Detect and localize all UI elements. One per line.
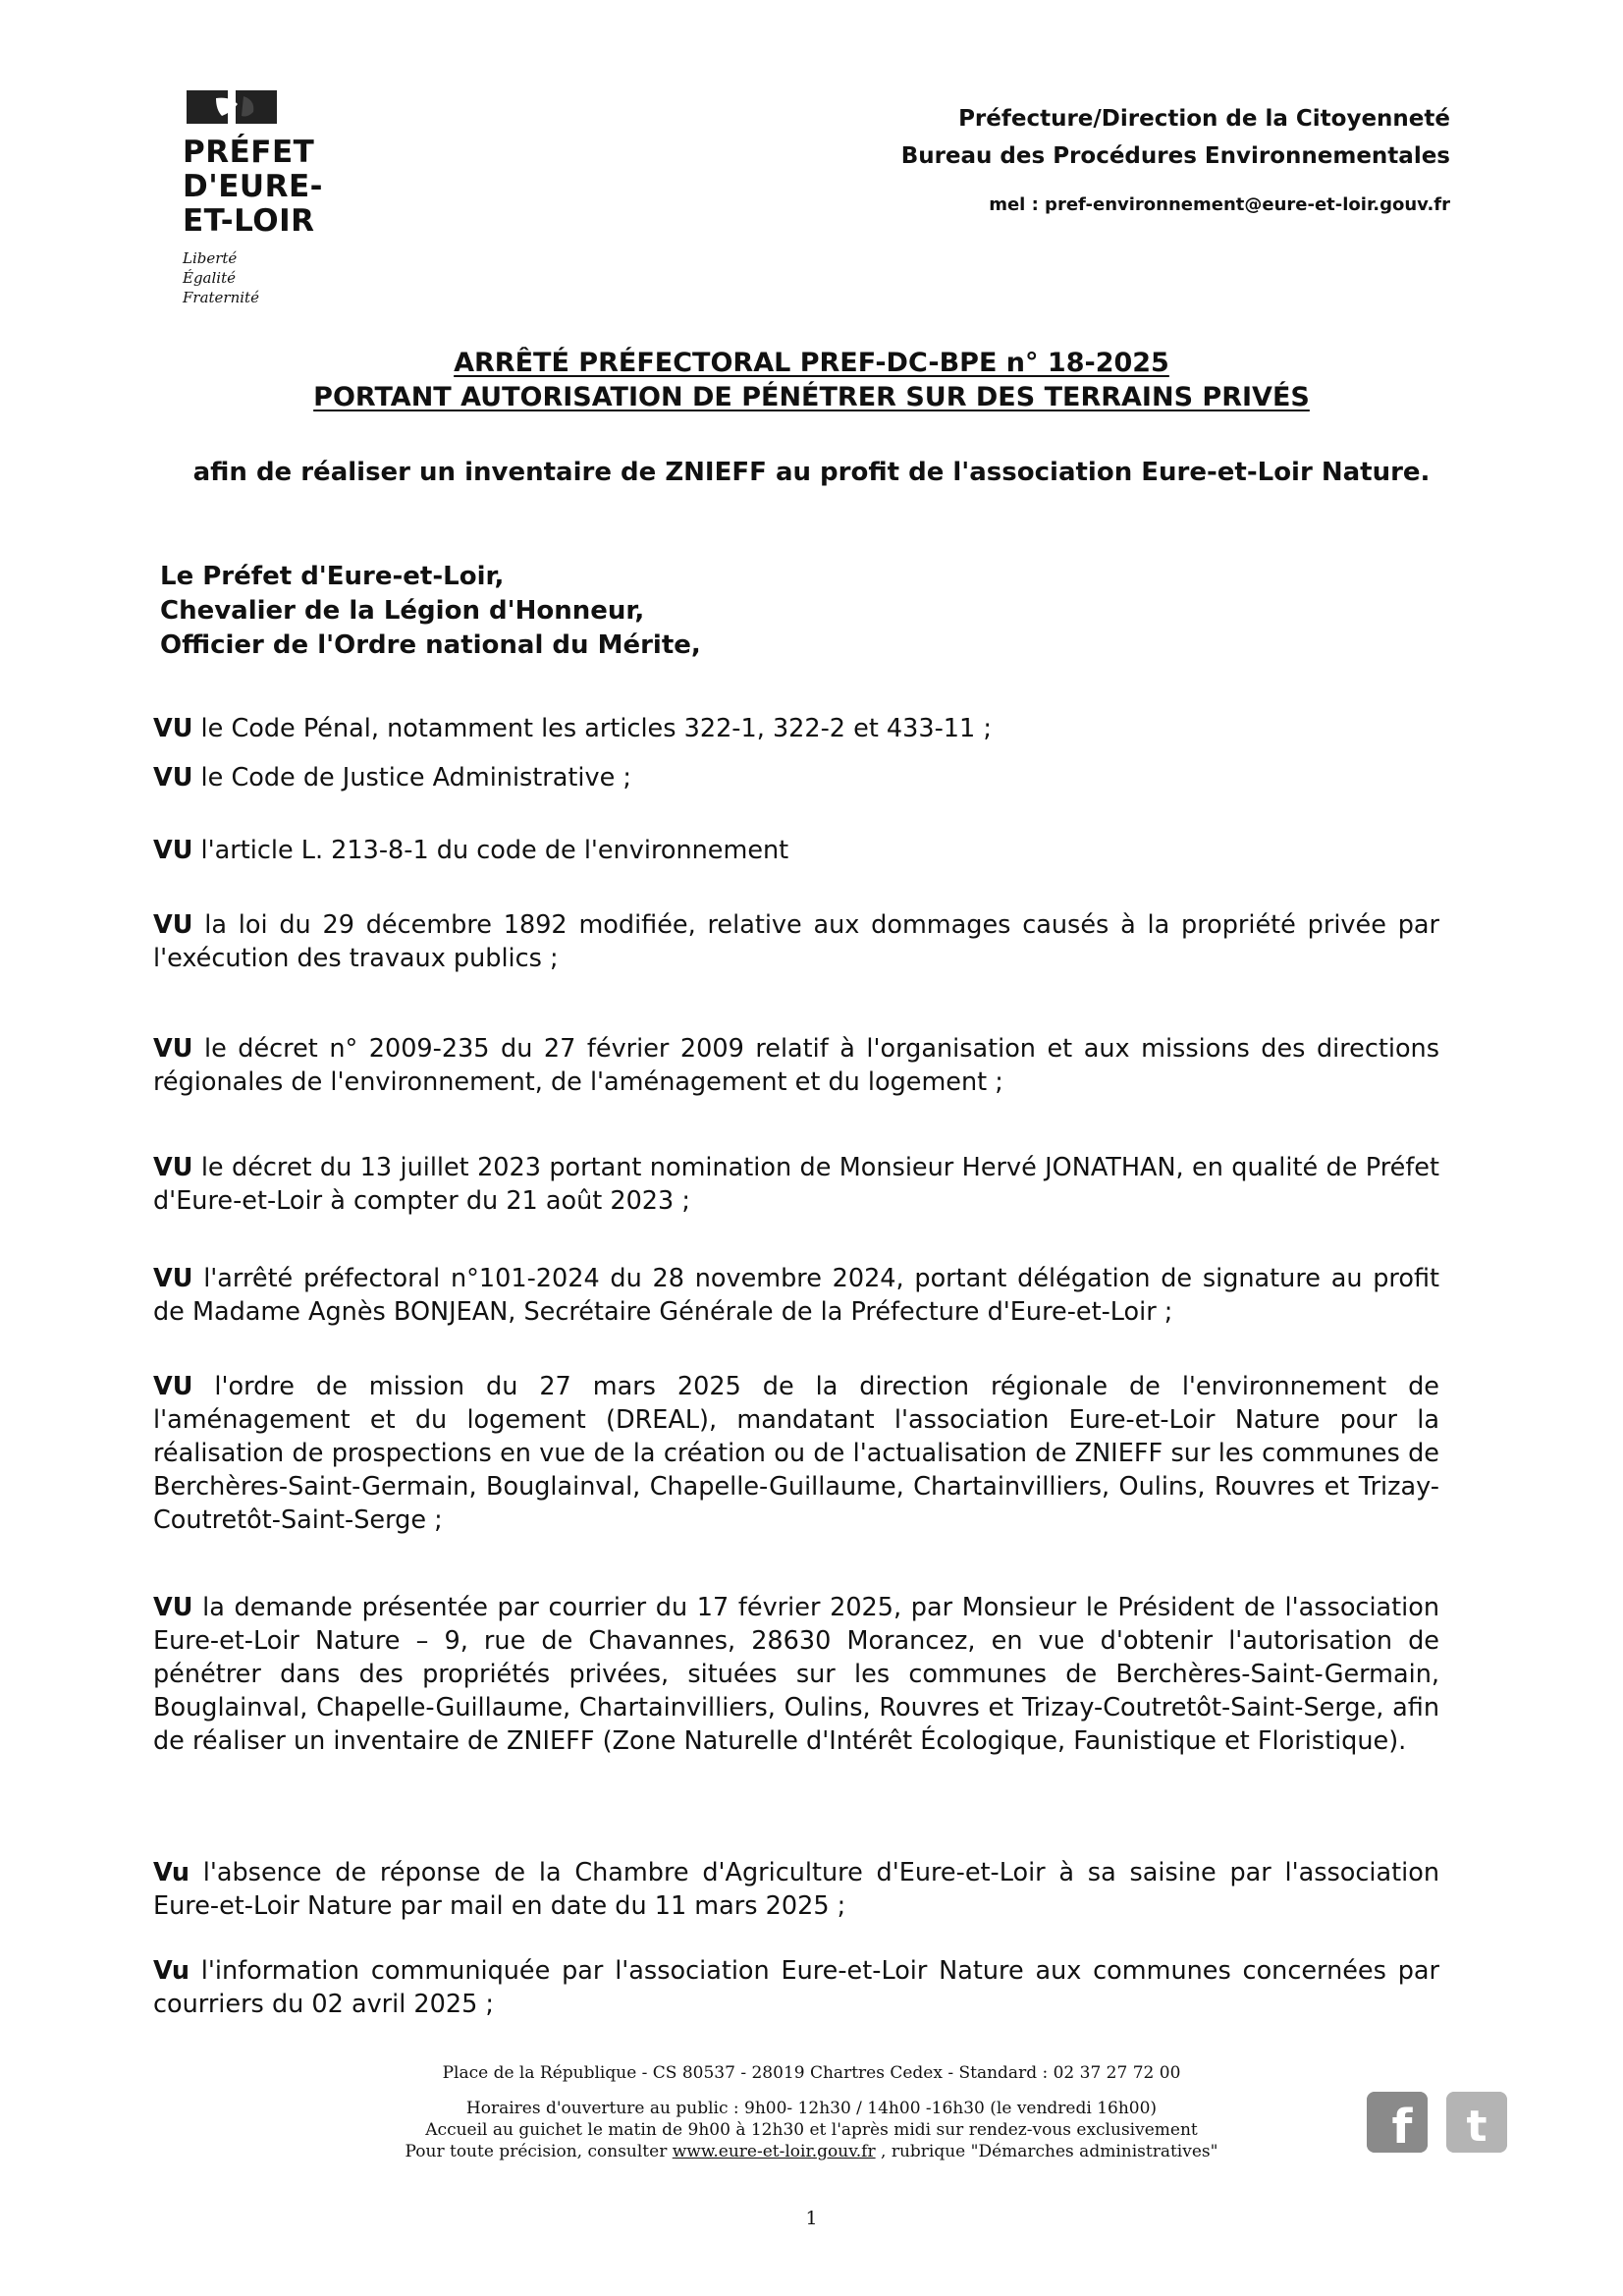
document-subtitle: afin de réaliser un inventaire de ZNIEFF au profit de l'association Eure-et-Loir Nature. bbox=[192, 458, 1431, 487]
footer-website-link[interactable]: www.eure-et-loir.gouv.fr bbox=[672, 2142, 876, 2161]
office-email: mel : pref-environnement@eure-et-loir.gouv.fr bbox=[989, 194, 1450, 215]
svg-text:f: f bbox=[1391, 2100, 1413, 2153]
svg-text:t: t bbox=[1466, 2102, 1488, 2152]
office-direction: Préfecture/Direction de la Citoyenneté bbox=[958, 106, 1450, 132]
visa-paragraph: VU le Code Pénal, notamment les articles 322-1, 322-2 et 433-11 ; bbox=[153, 714, 992, 743]
republic-motto: Liberté Égalité Fraternité bbox=[183, 249, 259, 306]
visa-paragraph: VU la loi du 29 décembre 1892 modifiée, relative aux dommages causés à la propriété privée par l'exécution des travaux publics ; bbox=[153, 910, 1439, 973]
visa-paragraph: VU le Code de Justice Administrative ; bbox=[153, 763, 631, 793]
marianne-emblem-icon bbox=[187, 90, 277, 124]
title-line-1: ARRÊTÉ PRÉFECTORAL PREF-DC-BPE n° 18-2025 bbox=[454, 348, 1169, 378]
prefet-line-2: Chevalier de la Légion d'Honneur, bbox=[160, 596, 645, 626]
visa-paragraph: VU l'article L. 213-8-1 du code de l'environnement bbox=[153, 836, 789, 865]
office-header bbox=[901, 100, 1450, 215]
visa-paragraph: VU l'ordre de mission du 27 mars 2025 de la direction régionale de l'environnement de l'aménagement et du logement (DREAL), mandatant l'association Eure-et-Loir Nature pour la réalisation de prospections en vue de la création ou de l'actualisation de ZNIEFF sur les communes de Berchères-Saint-Germain, Bouglainval, Chapelle-Guillaume, Chartainvilliers, Oulins, Rouvres et Trizay-Coutretôt-Saint-Serge ; bbox=[153, 1372, 1439, 1535]
logo-name: PRÉFET D'EURE- ET-LOIR bbox=[183, 135, 323, 239]
visa-paragraph: VU le décret n° 2009-235 du 27 février 2009 relatif à l'organisation et aux missions des directions régionales de l'environnement, de l'aménagement et du logement ; bbox=[153, 1034, 1439, 1097]
footer-address: Place de la République - CS 80537 - 28019 Chartres Cedex - Standard : 02 37 27 72 00 bbox=[442, 2063, 1181, 2083]
footer-hours: Horaires d'ouverture au public : 9h00- 12h30 / 14h00 -16h30 (le vendredi 16h00) bbox=[465, 2099, 1158, 2118]
visa-paragraph: VU la demande présentée par courrier du 17 février 2025, par Monsieur le Président de l'association Eure-et-Loir Nature – 9, rue de Chavannes, 28630 Morancez, en vue d'obtenir l'autorisation de pénétrer dans des propriétés privées, situées sur les communes de Berchères-Saint-Germain, Bouglainval, Chapelle-Guillaume, Chartainvilliers, Oulins, Rouvres et Trizay-Coutretôt-Saint-Serge, afin de réaliser un inventaire de ZNIEFF (Zone Naturelle d'Intérêt Écologique, Faunistique et Floristique). bbox=[153, 1593, 1439, 1756]
office-bureau: Bureau des Procédures Environnementales bbox=[900, 143, 1450, 169]
page-number: 1 bbox=[805, 2208, 818, 2229]
document-title bbox=[0, 346, 1623, 414]
visa-paragraph: VU l'arrêté préfectoral n°101-2024 du 28 novembre 2024, portant délégation de signature au profit de Madame Agnès BONJEAN, Secrétaire Générale de la Préfecture d'Eure-et-Loir ; bbox=[153, 1264, 1439, 1327]
prefet-line-1: Le Préfet d'Eure-et-Loir, bbox=[160, 562, 505, 591]
title-line-2: PORTANT AUTORISATION DE PÉNÉTRER SUR DES TERRAINS PRIVÉS bbox=[313, 382, 1310, 412]
facebook-icon[interactable] bbox=[1367, 2092, 1428, 2153]
visa-paragraph: VU le décret du 13 juillet 2023 portant nomination de Monsieur Hervé JONATHAN, en qualité de Préfet d'Eure-et-Loir à compter du 21 août 2023 ; bbox=[153, 1153, 1439, 1216]
twitter-icon[interactable] bbox=[1446, 2092, 1507, 2153]
footer-info: Pour toute précision, consulter www.eure-et-loir.gouv.fr , rubrique "Démarches administratives" bbox=[405, 2142, 1218, 2161]
prefecture-logo bbox=[183, 90, 340, 307]
visa-paragraph: Vu l'absence de réponse de la Chambre d'Agriculture d'Eure-et-Loir à sa saisine par l'association Eure-et-Loir Nature par mail en date du 11 mars 2025 ; bbox=[153, 1858, 1439, 1921]
visa-paragraph: Vu l'information communiquée par l'association Eure-et-Loir Nature aux communes concernées par courriers du 02 avril 2025 ; bbox=[153, 1956, 1439, 2019]
footer-reception: Accueil au guichet le matin de 9h00 à 12h30 et l'après midi sur rendez-vous exclusivement bbox=[425, 2120, 1198, 2140]
prefet-line-3: Officier de l'Ordre national du Mérite, bbox=[160, 630, 701, 660]
prefet-titles bbox=[160, 560, 701, 663]
